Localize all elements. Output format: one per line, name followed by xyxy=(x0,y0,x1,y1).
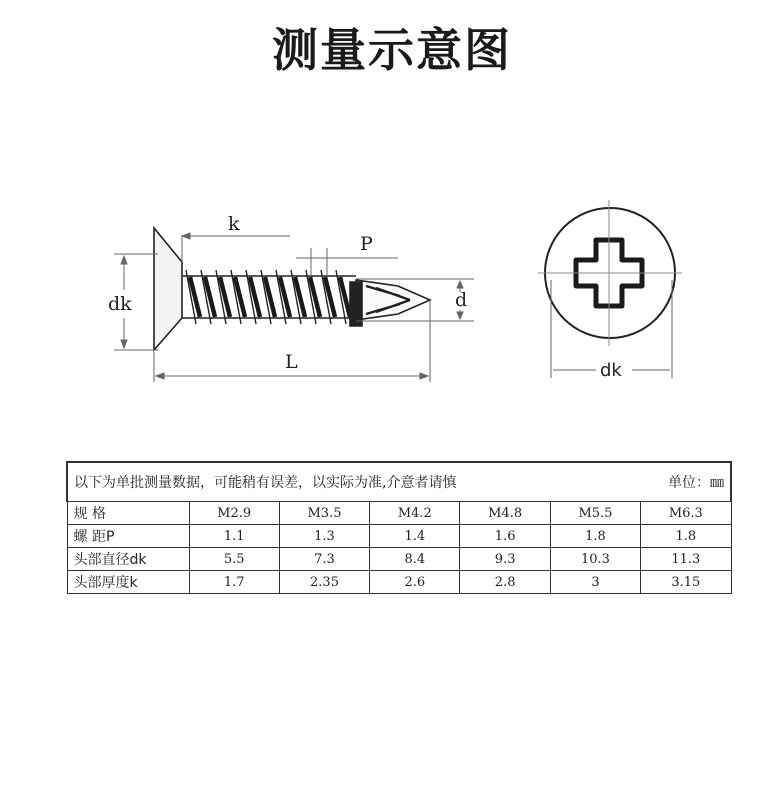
label-dk-head: dk xyxy=(600,360,622,381)
screw-side-view xyxy=(154,228,430,350)
label-k: k xyxy=(228,213,240,235)
table-cell: 1.6 xyxy=(460,525,550,548)
table-cell: 8.4 xyxy=(370,548,460,571)
table-cell: 2.35 xyxy=(279,571,369,594)
screw-measurement-diagram xyxy=(0,150,784,410)
page-title: 测量示意图 xyxy=(272,23,512,77)
table-cell: 5.5 xyxy=(189,548,279,571)
table-row xyxy=(67,571,731,594)
table-cell: 1.7 xyxy=(189,571,279,594)
table-cell: 1.4 xyxy=(370,525,460,548)
table-row xyxy=(67,525,731,548)
table-cell: 1.1 xyxy=(189,525,279,548)
table-note-row xyxy=(67,462,731,502)
header-size: M2.9 xyxy=(189,502,279,525)
header-size: M4.2 xyxy=(370,502,460,525)
label-d: d xyxy=(455,289,468,311)
table-header-row xyxy=(67,502,731,525)
table-cell: 1.8 xyxy=(550,525,640,548)
table-cell: 1.8 xyxy=(641,525,731,548)
table-cell: 7.3 xyxy=(279,548,369,571)
table-cell: 10.3 xyxy=(550,548,640,571)
header-size: M5.5 xyxy=(550,502,640,525)
table-cell: 2.6 xyxy=(370,571,460,594)
table-cell: 9.3 xyxy=(460,548,550,571)
table-unit: 单位：㎜ xyxy=(668,475,724,491)
label-dk-side: dk xyxy=(108,293,132,315)
label-l: L xyxy=(285,351,298,373)
row-label: 头部直径dk xyxy=(67,548,189,571)
table-note: 以下为单批测量数据，可能稍有误差，以实际为准,介意者请慎 xyxy=(74,475,457,491)
table-cell: 3.15 xyxy=(641,571,731,594)
table-cell: 3 xyxy=(550,571,640,594)
specification-table xyxy=(66,461,732,594)
table-cell: 2.8 xyxy=(460,571,550,594)
header-label: 规 格 xyxy=(67,502,189,525)
header-size: M3.5 xyxy=(279,502,369,525)
table-row xyxy=(67,548,731,571)
table-cell: 1.3 xyxy=(279,525,369,548)
table-cell: 11.3 xyxy=(641,548,731,571)
header-size: M4.8 xyxy=(460,502,550,525)
dimension-p xyxy=(296,248,398,276)
row-label: 螺 距P xyxy=(67,525,189,548)
row-label: 头部厚度k xyxy=(67,571,189,594)
screw-head-view xyxy=(538,200,682,346)
label-p: P xyxy=(360,233,373,255)
dimension-k xyxy=(182,233,290,262)
header-size: M6.3 xyxy=(641,502,731,525)
